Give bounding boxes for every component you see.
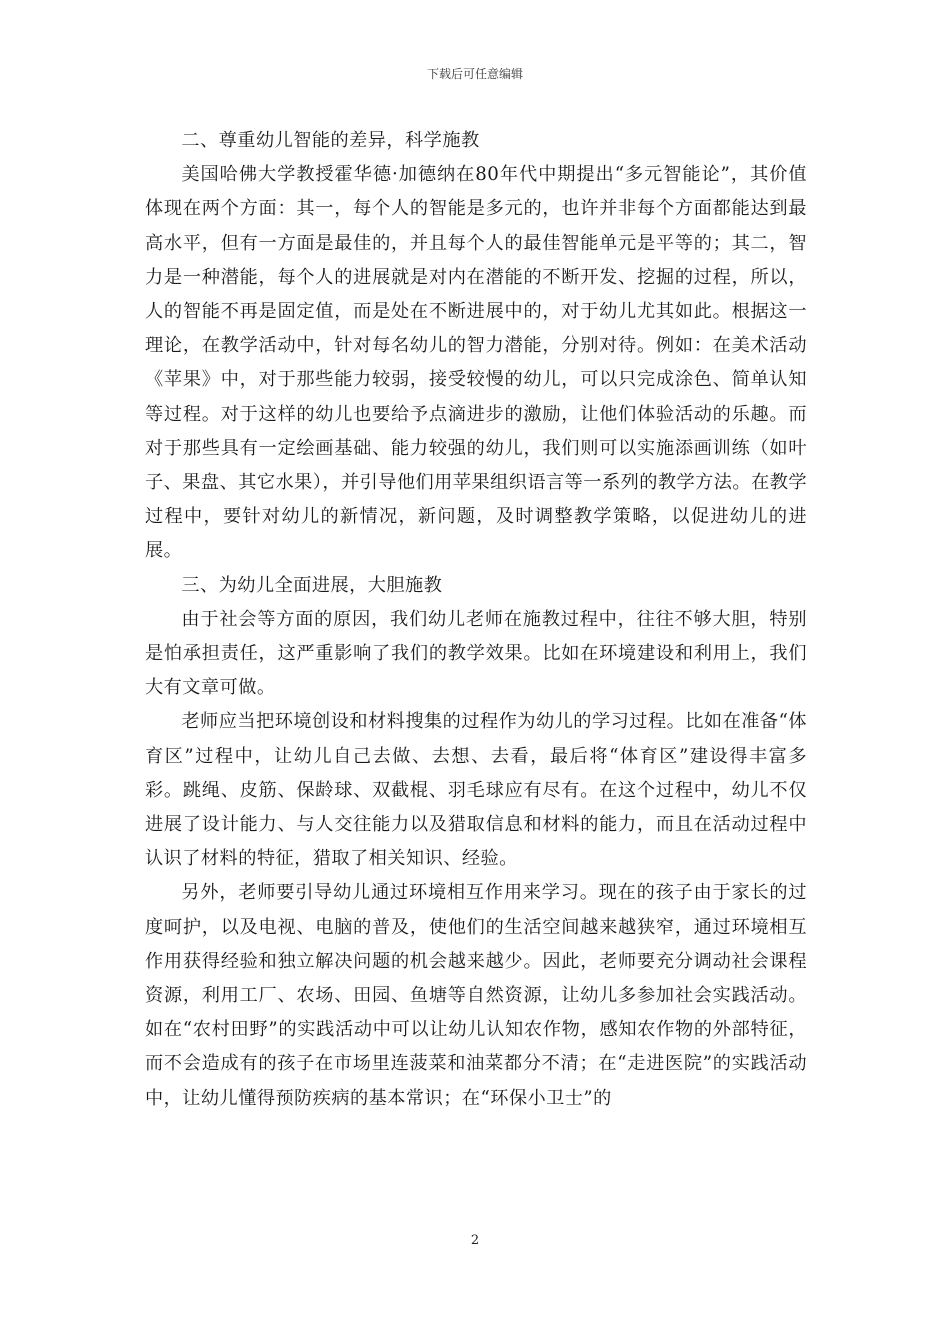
page-number: 2 [470,1233,480,1248]
section-heading-2: 二、尊重幼儿智能的差异，科学施教 [181,130,480,151]
paragraph-environment-interaction: 另外，老师要引导幼儿通过环境相互作用来学习。现在的孩子由于家长的过度呵护，以及电视、电脑的普及，使他们的生活空间越来越狭窄，通过环境相互作用获得经验和独立解决问题的机会越来越少。因此，老师要充分调动社会课程资源，利用工厂、农场、田园、鱼塘等自然资源，让幼儿多参加社会实践活动。如在“农村田野”的实践活动中可以让幼儿认知农作物，感知农作物的外部特征，而不会造成有的孩子在市场里连菠菜和油菜都分不清；在“走进医院”的实践活动中，让幼儿懂得预防疾病的基本常识；在“环保小卫士”的 [145,882,807,1109]
page-header: 下载后可任意编辑 [426,67,523,81]
paragraph-multiple-intelligences: 美国哈佛大学教授霍华德·加德纳在80年代中期提出“多元智能论”，其价值体现在两个方面：其一，每个人的智能是多元的，也许并非每个方面都能达到最高水平，但有一方面是最佳的，并且每个人的最佳智能单元是平等的；其二，智力是一种潜能，每个人的进展就是对内在潜能的不断开发、挖掘的过程，所以，人的智能不再是固定值，而是处在不断进展中的，对于幼儿尤其如此。根据这一理论，在教学活动中，针对每名幼儿的智力潜能，分别对待。例如：在美术活动《苹果》中，对于那些能力较弱，接受较慢的幼儿，可以只完成涂色、简单认知等过程。对于这样的幼儿也要给予点滴进步的激励，让他们体验活动的乐趣。而对于那些具有一定绘画基础、能力较强的幼儿，我们则可以实施添画训练（如叶子、果盘、其它水果），并引导他们用苹果组织语言等一系列的教学方法。在教学过程中，要针对幼儿的新情况，新问题，及时调整教学策略，以促进幼儿的进展。 [145,164,807,562]
paragraph-bold-teaching: 由于社会等方面的原因，我们幼儿老师在施教过程中，往往不够大胆，特别是怕承担责任，这严重影响了我们的教学效果。比如在环境建设和利用上，我们大有文章可做。 [145,608,807,699]
paragraph-environment-creation: 老师应当把环境创设和材料搜集的过程作为幼儿的学习过程。比如在准备“体育区”过程中，让幼儿自己去做、去想、去看，最后将“体育区”建设得丰富多彩。跳绳、皮筋、保龄球、双截棍、羽毛球应有尽有。在这个过程中，幼儿不仅进展了设计能力、与人交往能力以及猎取信息和材料的能力，而且在活动过程中认识了材料的特征，猎取了相关知识、经验。 [145,711,807,870]
document-body [145,124,807,1116]
section-heading-3: 三、为幼儿全面进展，大胆施教 [181,574,443,596]
